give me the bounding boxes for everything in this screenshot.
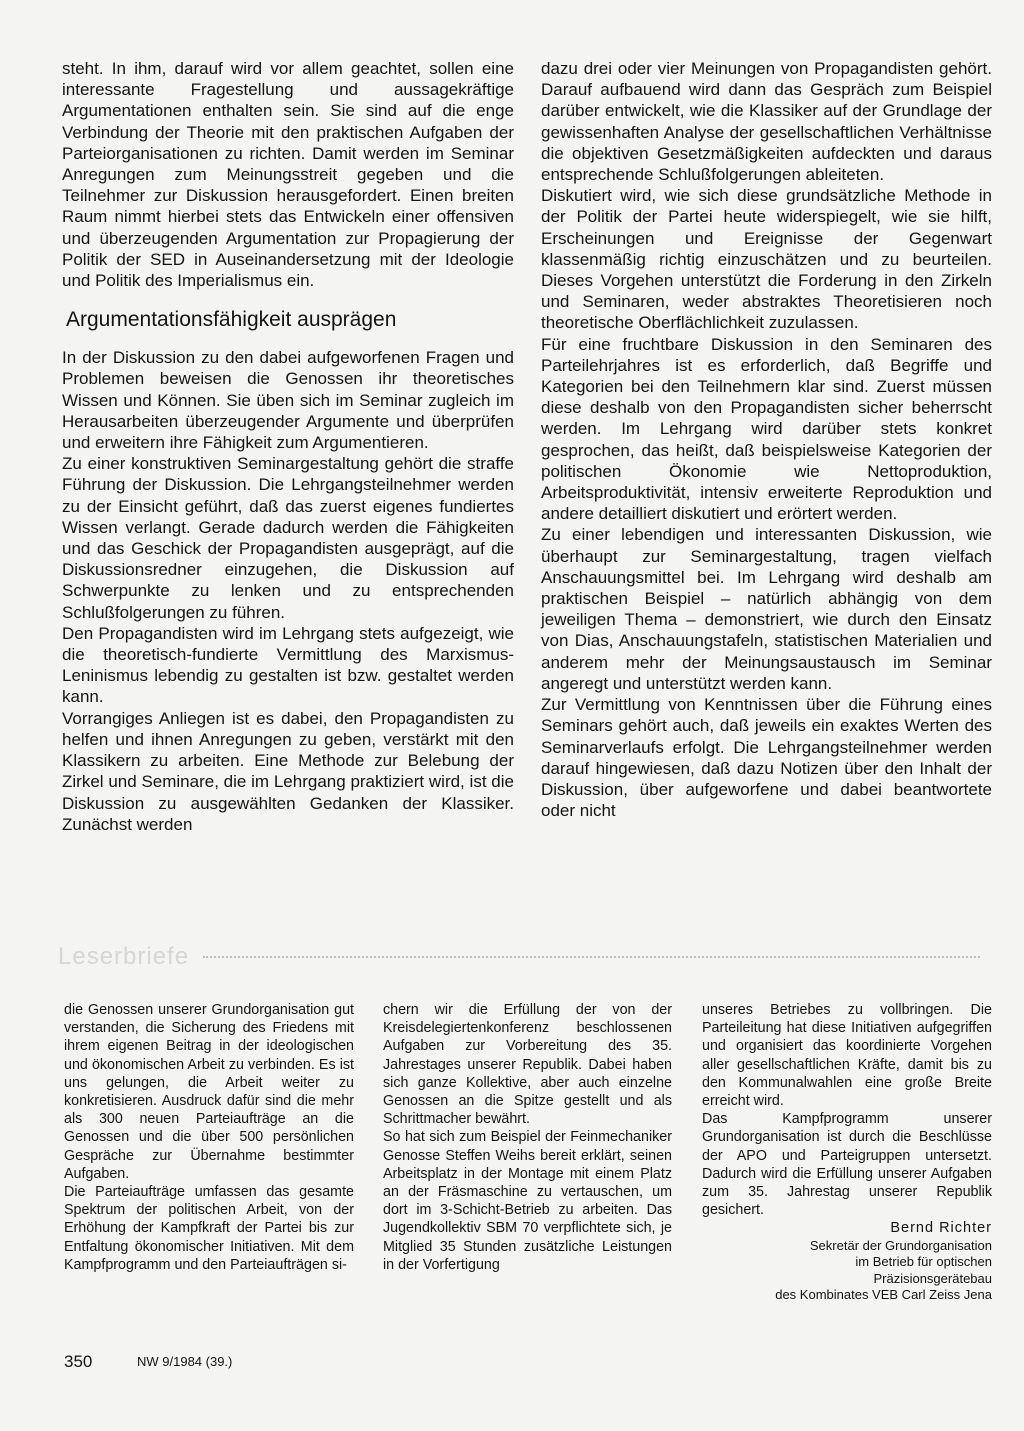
letters-column-3 bbox=[702, 1001, 992, 1304]
section-heading: Argumentationsfähigkeit ausprägen bbox=[66, 308, 397, 332]
author-name: Bernd Richter bbox=[890, 1220, 992, 1237]
author-role: im Betrieb für optischen bbox=[855, 1254, 992, 1270]
section-title: Leserbriefe bbox=[58, 943, 190, 970]
article-paragraph: Zur Vermittlung von Kenntnissen über die Führung eines Seminars gehört auch, daß jeweils ein exaktes Werten des Seminarverlaufs erfolgt. Die Lehrgangsteilnehmer werden darauf hingewiesen, daß dazu Notizen über den Inhalt der Diskussion, über aufgeworfene und dabei beantwortete oder nicht bbox=[541, 695, 992, 821]
author-role: des Kombinates VEB Carl Zeiss Jena bbox=[775, 1287, 992, 1303]
article-paragraph: Den Propagandisten wird im Lehrgang stets aufgezeigt, wie die theoretisch-fundierte Vermittlung des Marxismus-Leninismus lebendig zu gestalten ist bzw. gestaltet werden kann. bbox=[62, 623, 514, 707]
letter-paragraph: Das Kampfprogramm unserer Grundorganisation ist durch die Beschlüsse der APO und Parteigruppen untersetzt. Dadurch wird die Erfüllung unserer Aufgaben zum 35. Jahrestag unserer Republik gesichert. bbox=[702, 1111, 992, 1219]
article-paragraph: Für eine fruchtbare Diskussion in den Seminaren des Parteilehrjahres ist es erforderlich, daß Begriffe und Kategorien bei den Teilnehmern klar sind. Zuerst müssen diese deshalb von den Propagandisten sicher beherrscht werden. Im Lehrgang wird darüber stets konkret gesprochen, das heißt, daß beispielsweise Kategorien der politischen Ökonomie wie Nettoproduktion, Arbeitsproduktivität, intensiv erweiterte Reproduktion und andere detailliert diskutiert und erörtert werden. bbox=[541, 334, 992, 524]
letter-paragraph: unseres Betriebes zu vollbringen. Die Parteileitung hat diese Initiativen aufgegriffen und organisiert das koordinierte Vorgehen aller gesellschaftlichen Kräfte, damit bis zu den Kommunalwahlen eine große Breite erreicht wird. bbox=[702, 1002, 992, 1110]
article-paragraph: steht. In ihm, darauf wird vor allem geachtet, sollen eine interessante Fragestellung und aussagekräftige Argumentationen enthalten sein. Sie sind auf die enge Verbindung der Theorie mit den praktischen Aufgaben der Parteiorganisationen zu richten. Damit werden im Seminar Anregungen zum Meinungsstreit gegeben und die Teilnehmer zur Diskussion herausgefordert. Einen breiten Raum nimmt hierbei stets das Entwickeln einer offensiven und überzeugenden Argumentation zur Propagierung der Politik der SED in Auseinandersetzung mit der Ideologie und Politik des Imperialismus ein. bbox=[62, 59, 514, 291]
author-signature bbox=[702, 1219, 992, 1303]
article-column-left bbox=[62, 58, 514, 835]
page-number: 350 bbox=[64, 1352, 93, 1371]
letter-paragraph: die Genossen unserer Grundorganisation gut verstanden, die Sicherung des Friedens mit ihrem eigenen Beitrag in der ideologischen und ökonomischen Arbeit zu verbinden. Es ist uns gelungen, die Arbeit weiter zu konkretisieren. Ausdruck dafür sind die mehr als 300 neuen Parteiaufträge an die Genossen und die über 500 persönlichen Gespräche zur Übernahme bestimmter Aufgaben. bbox=[64, 1002, 354, 1182]
article-paragraph: Vorrangiges Anliegen ist es dabei, den Propagandisten zu helfen und ihnen Anregungen zu geben, verstärkt mit den Klassikern zu arbeiten. Eine Methode zur Belebung der Zirkel und Seminare, die im Lehrgang praktiziert wird, ist die Diskussion zu ausgewählten Gedanken der Klassiker. Zunächst werden bbox=[62, 708, 514, 834]
dotted-rule bbox=[203, 956, 980, 958]
letter-paragraph: Die Parteiaufträge umfassen das gesamte Spektrum der politischen Arbeit, von der Erhöhung der Kampfkraft der Partei bis zur Entfaltung ökonomischer Initiativen. Mit dem Kampfprogramm und den Parteiaufträgen si- bbox=[64, 1184, 354, 1273]
article-paragraph: In der Diskussion zu den dabei aufgeworfenen Fragen und Problemen beweisen die Genossen ihr theoretisches Wissen und Können. Sie üben sich im Seminar zugleich im Herausarbeiten überzeugender Argumente und überprüfen und erweitern ihre Fähigkeit zum Argumentieren. bbox=[62, 348, 514, 453]
issue-reference: NW 9/1984 (39.) bbox=[137, 1354, 233, 1369]
article-paragraph: Diskutiert wird, wie sich diese grundsätzliche Methode in der Politik der Partei heute widerspiegelt, wie sie hilft, Erscheinungen und Ereignisse der Gegenwart klassenmäßig richtig einzuschätzen und zu beurteilen. Dieses Vorgehen unterstützt die Forderung in den Zirkeln und Seminaren, weder abstraktes Theoretisieren noch theoretische Oberflächlichkeit zuzulassen. bbox=[541, 186, 992, 333]
author-role: Präzisionsgerätebau bbox=[873, 1270, 992, 1286]
section-divider bbox=[58, 940, 980, 974]
article-paragraph: Zu einer konstruktiven Seminargestaltung gehört die straffe Führung der Diskussion. Die Lehrgangsteilnehmer werden zu der Einsicht geführt, daß das zuerst eigenes fundiertes Wissen verlangt. Gerade dadurch werden die Fähigkeiten und das Geschick der Propagandisten ausgeprägt, auf die Diskussionsredner einzugehen, die Diskussion auf Schwerpunkte zu lenken und zu entsprechenden Schlußfolgerungen zu führen. bbox=[62, 454, 514, 622]
article-paragraph: dazu drei oder vier Meinungen von Propagandisten gehört. Darauf aufbauend wird dann das Gespräch zum Beispiel darüber entwickelt, wie die Klassiker auf der Grundlage der gewissenhaften Analyse der gesellschaftlichen Verhältnisse die objektiven Gesetzmäßigkeiten aufdeckten und daraus entsprechende Schlußfolgerungen ableiteten. bbox=[541, 59, 992, 185]
article-paragraph: Zu einer lebendigen und interessanten Diskussion, wie überhaupt zur Seminargestaltung, tragen vielfach Anschauungsmittel bei. Im Lehrgang wird deshalb am praktischen Beispiel – natürlich abhängig von dem jeweiligen Thema – demonstriert, wie durch den Einsatz von Dias, Anschauungstafeln, statistischen Materialien und anderem mehr der Meinungsaustausch im Seminar angeregt und unterstützt werden kann. bbox=[541, 525, 992, 693]
letters-column-2 bbox=[383, 1001, 672, 1274]
letters-column-1 bbox=[64, 1001, 354, 1274]
author-role: Sekretär der Grundorganisation bbox=[809, 1237, 992, 1253]
letter-paragraph: chern wir die Erfüllung der von der Kreisdelegiertenkonferenz beschlossenen Aufgaben zur Vorbereitung des 35. Jahrestages unserer Republik. Dabei haben sich ganze Kollektive, aber auch einzelne Genossen an die Spitze gestellt und als Schrittmacher bewährt. bbox=[383, 1002, 672, 1128]
letter-paragraph: So hat sich zum Beispiel der Feinmechaniker Genosse Steffen Weihs bereit erklärt, seinen Arbeitsplatz in der Montage mit einem Platz an der Fräsmaschine zu vertauschen, um dort im 3-Schicht-Betrieb zu arbeiten. Das Jugendkollektiv SBM 70 verpflichtete sich, je Mitglied 35 Stunden zusätzliche Leistungen in der Vorfertigung bbox=[383, 1129, 672, 1273]
article-column-right bbox=[541, 58, 992, 821]
